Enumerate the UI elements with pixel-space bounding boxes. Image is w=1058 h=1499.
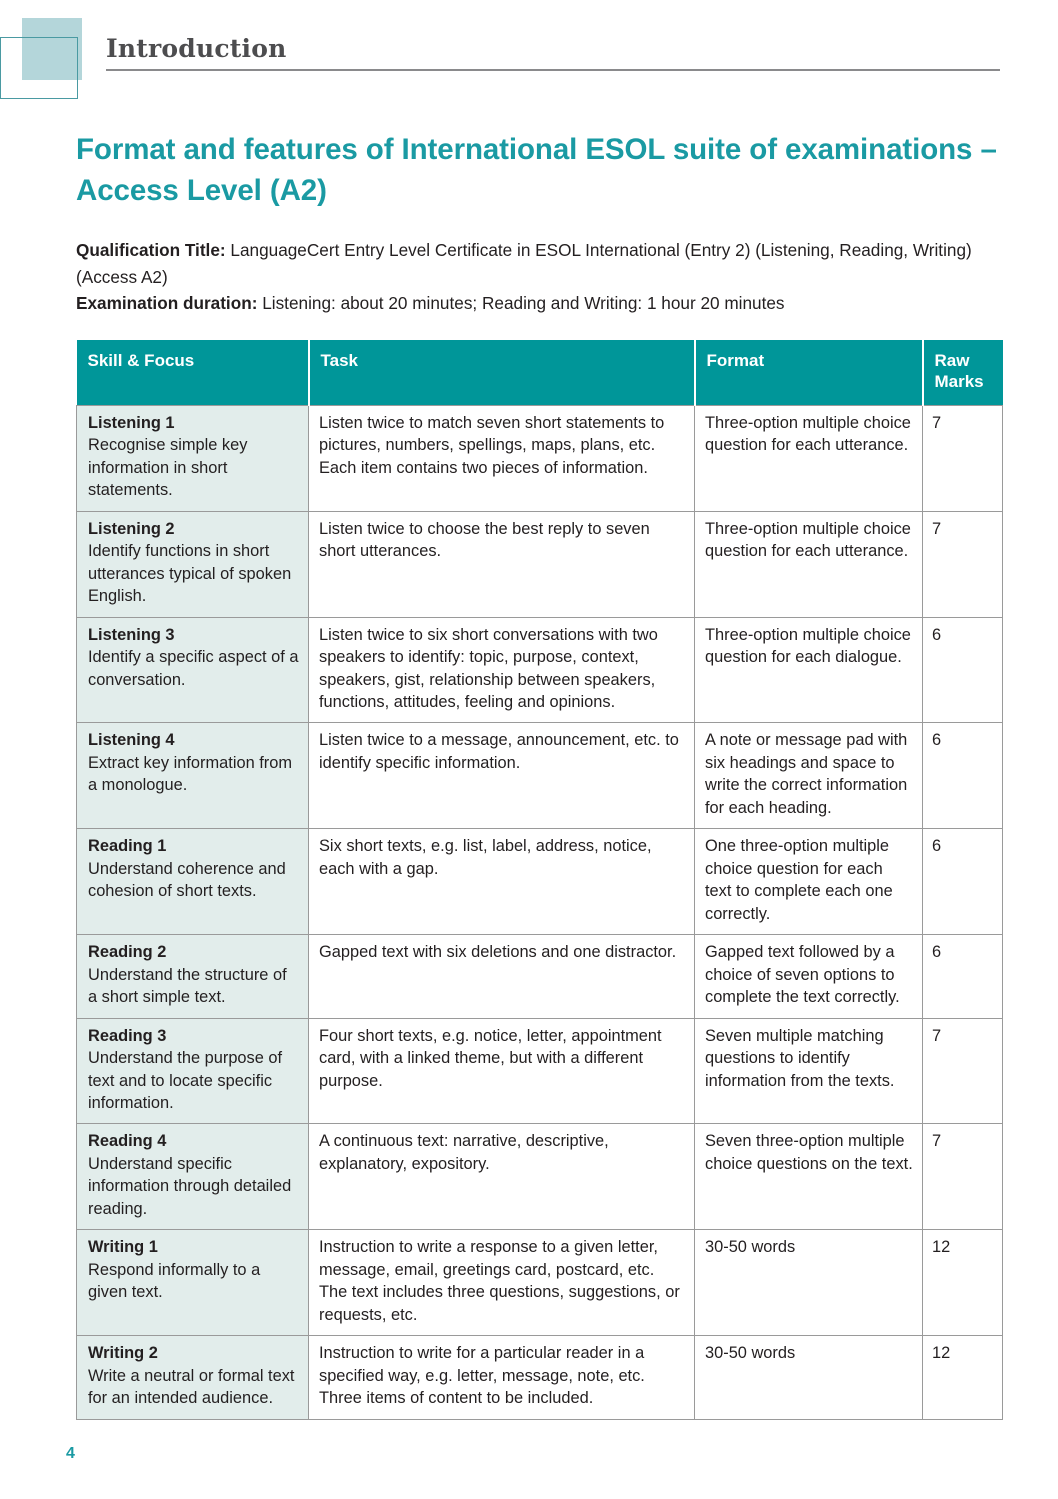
table-row	[77, 829, 1003, 935]
exam-metadata	[76, 237, 1002, 316]
cell-skill-focus	[77, 1336, 309, 1419]
cell-raw-marks: 6	[923, 935, 1003, 1018]
cell-format: Three-option multiple choice question for each dialogue.	[695, 617, 923, 723]
examination-duration-line	[76, 290, 1002, 316]
qualification-title-label: Qualification Title:	[76, 240, 226, 261]
examination-duration-label: Examination duration:	[76, 293, 258, 314]
page-title: Format and features of International ESOL suite of examinations – Access Level (A2)	[76, 133, 997, 207]
cell-skill-focus	[77, 617, 309, 723]
table-header-row	[77, 340, 1003, 405]
cell-task: A continuous text: narrative, descriptive, explanatory, expository.	[309, 1124, 695, 1230]
cell-task: Listen twice to six short conversations with two speakers to identify: topic, purpose, context, speakers, gist, relationship between speakers, functions, attitudes, feeling and opinions.	[309, 617, 695, 723]
cell-raw-marks: 6	[923, 723, 1003, 829]
page-content	[76, 130, 1002, 1420]
examination-duration-value: Listening: about 20 minutes; Reading and Writing: 1 hour 20 minutes	[257, 293, 785, 314]
cell-skill-focus	[77, 1018, 309, 1124]
cell-raw-marks: 12	[923, 1336, 1003, 1419]
running-head-divider	[106, 69, 1000, 71]
cell-format: Seven three-option multiple choice questions on the text.	[695, 1124, 923, 1230]
skill-description: Understand specific information through detailed reading.	[88, 1154, 292, 1218]
skill-description: Respond informally to a given text.	[88, 1260, 261, 1302]
cell-skill-focus	[77, 1124, 309, 1230]
skill-description: Extract key information from a monologue.	[88, 753, 293, 795]
table-row	[77, 405, 1003, 511]
cell-task: Listen twice to match seven short statements to pictures, numbers, spellings, maps, plans, etc. Each item contains two pieces of information.	[309, 405, 695, 511]
cell-skill-focus	[77, 935, 309, 1018]
table-row	[77, 1336, 1003, 1419]
skill-name: Listening 4	[88, 731, 175, 750]
running-head	[106, 36, 1000, 71]
cell-skill-focus	[77, 1230, 309, 1336]
cell-task: Listen twice to a message, announcement, etc. to identify specific information.	[309, 723, 695, 829]
table-row	[77, 1124, 1003, 1230]
cell-raw-marks: 6	[923, 617, 1003, 723]
cell-format: 30-50 words	[695, 1336, 923, 1419]
skill-name: Listening 1	[88, 413, 175, 432]
cell-task: Instruction to write a response to a given letter, message, email, greetings card, postcard, etc. The text includes three questions, suggestions, or requests, etc.	[309, 1230, 695, 1336]
page-number: 4	[66, 1445, 75, 1462]
column-header-skill-focus: Skill & Focus	[77, 340, 309, 405]
table-row	[77, 511, 1003, 617]
skill-name: Reading 4	[88, 1132, 167, 1151]
skill-description: Identify a specific aspect of a conversation.	[88, 648, 299, 689]
table-row	[77, 935, 1003, 1018]
skill-description: Understand coherence and cohesion of short texts.	[88, 859, 286, 901]
table-row	[77, 723, 1003, 829]
column-header-raw-marks	[923, 340, 1003, 405]
qualification-title-value: LanguageCert Entry Level Certificate in ESOL International (Entry 2) (Listening, Reading, Writing) (Access A2)	[76, 240, 972, 287]
cell-format: Gapped text followed by a choice of seven options to complete the text correctly.	[695, 935, 923, 1018]
cell-task: Six short texts, e.g. list, label, address, notice, each with a gap.	[309, 829, 695, 935]
skill-name: Listening 2	[88, 519, 175, 538]
cell-format: 30-50 words	[695, 1230, 923, 1336]
skill-name: Reading 2	[88, 943, 167, 962]
cell-raw-marks: 7	[923, 1018, 1003, 1124]
skill-name: Reading 1	[88, 837, 167, 856]
skill-description: Recognise simple key information in short statements.	[88, 436, 248, 500]
skill-description: Understand the structure of a short simple text.	[88, 965, 287, 1007]
cell-format: Seven multiple matching questions to identify information from the texts.	[695, 1018, 923, 1124]
cell-skill-focus	[77, 723, 309, 829]
table-row	[77, 1230, 1003, 1336]
cell-format: Three-option multiple choice question for each utterance.	[695, 511, 923, 617]
raw-marks-line-1: Raw	[934, 351, 970, 371]
cell-raw-marks: 7	[923, 1124, 1003, 1230]
cell-task: Listen twice to choose the best reply to seven short utterances.	[309, 511, 695, 617]
column-header-format: Format	[695, 340, 923, 405]
table-row	[77, 1018, 1003, 1124]
cell-skill-focus	[77, 829, 309, 935]
column-header-task: Task	[309, 340, 695, 405]
skill-description: Identify functions in short utterances typical of spoken English.	[88, 542, 292, 606]
decorative-outlined-square	[0, 37, 78, 99]
table-header	[77, 340, 1003, 405]
skill-description: Write a neutral or formal text for an intended audience.	[88, 1366, 295, 1408]
table-body	[77, 405, 1003, 1419]
skill-name: Reading 3	[88, 1026, 167, 1045]
running-head-title: Introduction	[106, 34, 287, 63]
cell-format: A note or message pad with six headings and space to write the correct information for each heading.	[695, 723, 923, 829]
cell-raw-marks: 6	[923, 829, 1003, 935]
skill-name: Writing 1	[88, 1238, 158, 1257]
cell-format: One three-option multiple choice question for each text to complete each one correctly.	[695, 829, 923, 935]
skill-name: Writing 2	[88, 1344, 158, 1363]
cell-skill-focus	[77, 511, 309, 617]
cell-format: Three-option multiple choice question for each utterance.	[695, 405, 923, 511]
cell-task: Four short texts, e.g. notice, letter, appointment card, with a linked theme, but with a different purpose.	[309, 1018, 695, 1124]
skill-description: Understand the purpose of text and to locate specific information.	[88, 1049, 283, 1112]
table-row	[77, 617, 1003, 723]
cell-raw-marks: 7	[923, 511, 1003, 617]
skill-name: Listening 3	[88, 625, 175, 644]
cell-raw-marks: 12	[923, 1230, 1003, 1336]
cell-raw-marks: 7	[923, 405, 1003, 511]
exam-format-table	[76, 340, 1003, 1419]
raw-marks-line-2: Marks	[934, 372, 984, 392]
cell-skill-focus	[77, 405, 309, 511]
cell-task: Gapped text with six deletions and one distractor.	[309, 935, 695, 1018]
qualification-title-line	[76, 237, 1002, 290]
cell-task: Instruction to write for a particular reader in a specified way, e.g. letter, message, note, etc. Three items of content to be included.	[309, 1336, 695, 1419]
